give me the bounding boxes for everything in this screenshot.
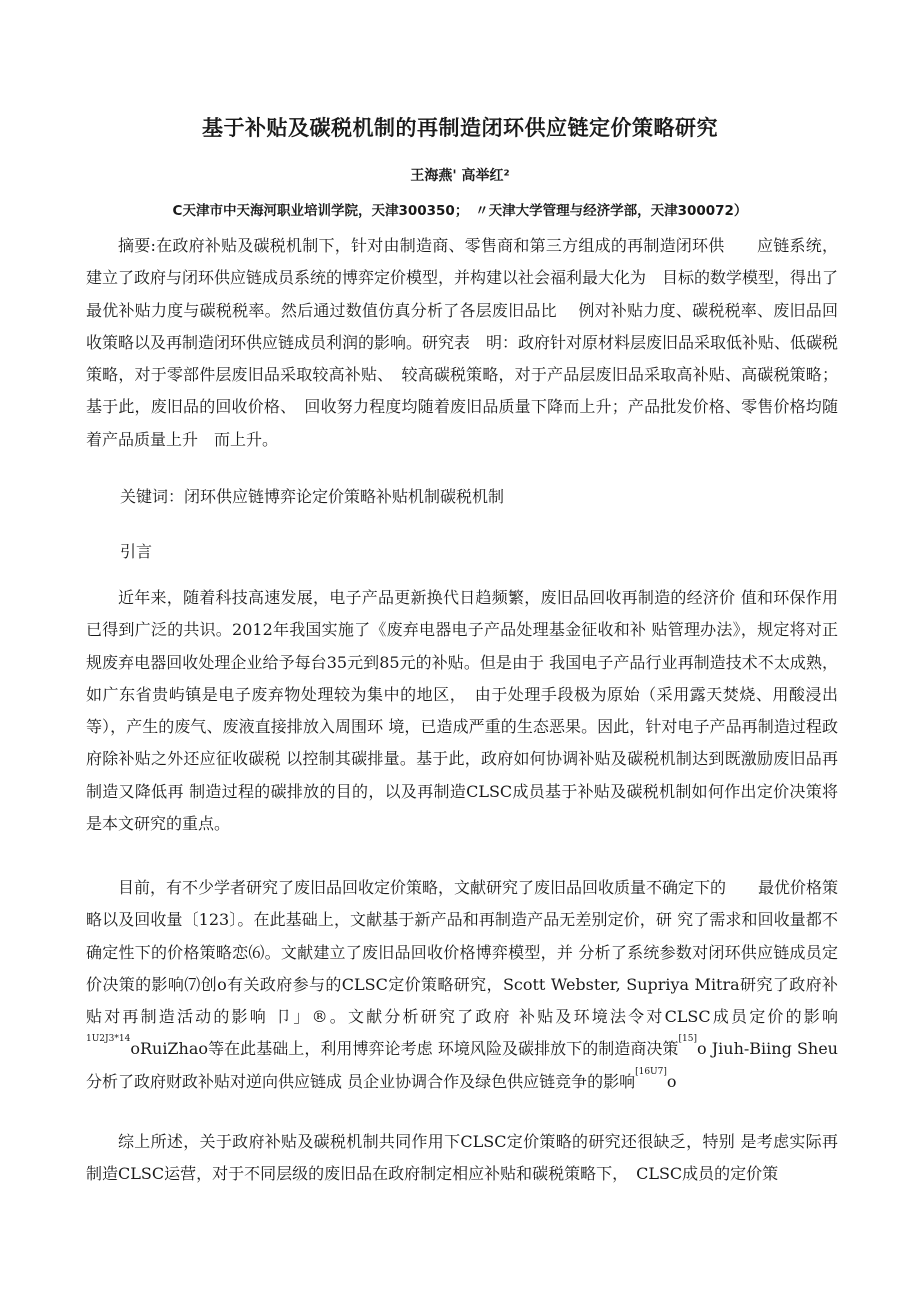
abstract-label: 摘要:: [118, 236, 156, 255]
citation-superscript: 1U2J3*14: [86, 1034, 131, 1045]
citation-superscript: [16U7]: [635, 1066, 667, 1077]
paragraph-text: o: [666, 1071, 677, 1091]
section-heading-intro: 引言: [120, 542, 153, 561]
abstract-paragraph: [86, 230, 838, 456]
paper-title: 基于补贴及碳税机制的再制造闭环供应链定价策略研究: [202, 116, 718, 140]
paragraph-text: oRuiZhao等在此基础上，利用博弈论考虑 环境风险及碳排放下的制造商决策: [130, 1039, 679, 1059]
keywords-line: 关键词：闭环供应链博弈论定价策略补贴机制碳税机制: [120, 487, 505, 506]
author-list: 王海燕' 高举红²: [410, 168, 510, 184]
citation-superscript: [15]: [678, 1034, 697, 1045]
paragraph-text: o Jiuh-Biing Sheu分析了政府财政补贴对逆向供应链成 员企业协调合作及绿色供应链竞争的影响: [86, 1039, 838, 1091]
intro-paragraph-2: [86, 872, 838, 1098]
abstract-text: 在政府补贴及碳税机制下，针对由制造商、零售商和第三方组成的再制造闭环供 应链系统，建立了政府与闭环供应链成员系统的博弈定价模型，并构建以社会福利最大化为 目标的数学模型，得出了最优补贴力度与碳税税率。然后通过数值仿真分析了各层废旧品比 例对补贴力度、碳税税率、废旧品回收策略以及再制造闭环供应链成员利润的影响。研究表 明：政府针对原材料层废旧品采取低补贴、低碳税策略，对于零部件层废旧品采取较高补贴、 较高碳税策略，对于产品层废旧品采取高补贴、高碳税策略；基于此，废旧品的回收价格、 回收努力程度均随着废旧品质量下降而上升；产品批发价格、零售价格均随着产品质量上升 而上升。: [86, 236, 839, 449]
intro-paragraph-3: 综上所述，关于政府补贴及碳税机制共同作用下CLSC定价策略的研究还很缺乏，特别 是考虑实际再制造CLSC运营，对于不同层级的废旧品在政府制定相应补贴和碳税策略下， CLSC成员的定价策: [86, 1132, 838, 1184]
intro-paragraph-1: 近年来，随着科技高速发展，电子产品更新换代日趋频繁，废旧品回收再制造的经济价 值和环保作用已得到广泛的共识。2012年我国实施了《废弃电器电子产品处理基金征收和补 贴管理办法》，规定将对正规废弃电器回收处理企业给予每台35元到85元的补贴。但是由于 我国电子产品行业再制造技术不太成熟，如广东省贵屿镇是电子废弃物处理较为集中的地区， 由于处理手段极为原始（采用露天焚烧、用酸浸出等），产生的废气、废液直接排放入周围环 境，已造成严重的生态恶果。因此，针对电子产品再制造过程政府除补贴之外还应征收碳税 以控制其碳排量。基于此，政府如何协调补贴及碳税机制达到既激励废旧品再制造又降低再 制造过程的碳排放的目的，以及再制造CLSC成员基于补贴及碳税机制如何作出定价决策将 是本文研究的重点。: [86, 588, 838, 834]
paragraph-text: 目前，有不少学者研究了废旧品回收定价策略，文献研究了废旧品回收质量不确定下的 最优价格策略以及回收量〔123〕。在此基础上，文献基于新产品和再制造产品无差别定价，研 究了需求和回收量都不确定性下的价格策略恋⑹。文献建立了废旧品回收价格博弈模型，并 分析了系统参数对闭环供应链成员定价决策的影响⑺创o有关政府参与的CLSC定价策略研究，Scott Webster, Supriya Mitra研究了政府补贴对再制造活动的影响 卩」®。文献分析研究了政府 补贴及环境法令对CLSC成员定价的影响: [86, 878, 839, 1027]
author-affiliations: C天津市中天海河职业培训学院，天津300350； 〃天津大学管理与经济学部，天津300072）: [172, 203, 748, 219]
